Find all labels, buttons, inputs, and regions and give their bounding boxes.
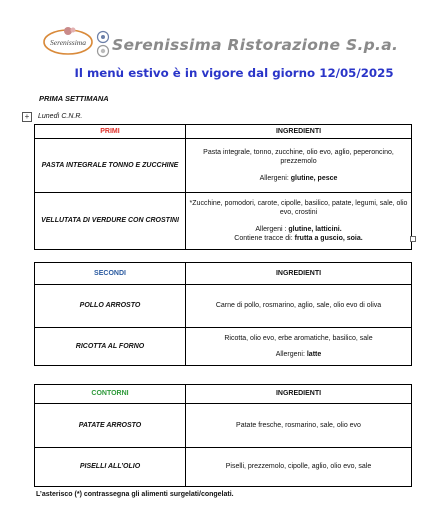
ingredients-text: Pasta integrale, tonno, zucchine, olio evo, aglio, peperoncino, prezzemolo bbox=[203, 148, 394, 166]
dish-ingredients bbox=[186, 193, 412, 250]
ingredients-text: *Zucchine, pomodori, carote, cipolle, basilico, patate, legumi, sale, olio evo, crostini bbox=[189, 199, 408, 217]
allergen-label: Allergeni: bbox=[259, 174, 289, 182]
allergen-label: Allergeni : bbox=[255, 225, 287, 233]
ingredients-header: INGREDIENTI bbox=[186, 385, 412, 404]
table-header-row bbox=[35, 263, 412, 285]
allergen-label: Allergeni: bbox=[275, 351, 305, 358]
ingredients-header: INGREDIENTI bbox=[186, 125, 412, 139]
dish-name: POLLO ARROSTO bbox=[35, 285, 186, 328]
allergens: latte bbox=[306, 351, 322, 358]
contorni-table bbox=[34, 384, 412, 487]
dish-ingredients: Carne di pollo, rosmarino, aglio, sale, olio evo di oliva bbox=[186, 285, 412, 328]
table-row bbox=[35, 404, 412, 448]
allergens: glutine, pesce bbox=[290, 174, 338, 182]
resize-handle-icon[interactable] bbox=[410, 236, 416, 242]
ingredients-text: Ricotta, olio evo, erbe aromatiche, basilico, sale bbox=[224, 334, 373, 342]
table-row bbox=[35, 285, 412, 328]
section-title-secondi: SECONDI bbox=[35, 263, 186, 285]
section-title-contorni: CONTORNI bbox=[35, 385, 186, 404]
dish-ingredients: Patate fresche, rosmarino, sale, olio evo bbox=[186, 404, 412, 448]
table-header-row bbox=[35, 125, 412, 139]
location-label: Lunedì C.N.R. bbox=[38, 113, 83, 120]
dish-name: PATATE ARROSTO bbox=[35, 404, 186, 448]
secondi-table bbox=[34, 262, 412, 366]
move-handle-icon[interactable]: + bbox=[22, 112, 32, 122]
table-header-row bbox=[35, 385, 412, 404]
certification-badges-icon bbox=[96, 30, 110, 58]
dish-name: PISELLI ALL’OLIO bbox=[35, 448, 186, 487]
frozen-food-footnote: L’asterisco (*) contrassegna gli alimenti surgelati/congelati. bbox=[36, 491, 234, 498]
dish-name: PASTA INTEGRALE TONNO E ZUCCHINE bbox=[35, 139, 186, 193]
traces: frutta a guscio, soia. bbox=[294, 234, 363, 242]
traces-label: Contiene tracce di: bbox=[234, 234, 293, 242]
logo-text: Serenissima bbox=[50, 38, 86, 47]
menu-validity-notice: Il menù estivo è in vigore dal giorno 12/05/2025 bbox=[74, 66, 394, 80]
ingredients-header: INGREDIENTI bbox=[186, 263, 412, 285]
primi-table bbox=[34, 124, 412, 250]
week-title: PRIMA SETTIMANA bbox=[39, 94, 109, 103]
serenissima-logo-icon bbox=[42, 22, 94, 62]
table-row bbox=[35, 328, 412, 366]
dish-ingredients bbox=[186, 139, 412, 193]
dish-ingredients bbox=[186, 328, 412, 366]
page-header bbox=[34, 16, 434, 86]
dish-name: RICOTTA AL FORNO bbox=[35, 328, 186, 366]
table-row bbox=[35, 139, 412, 193]
company-name: Serenissima Ristorazione S.p.a. bbox=[112, 36, 399, 54]
allergens: glutine, latticini. bbox=[288, 225, 342, 233]
dish-ingredients: Piselli, prezzemolo, cipolle, aglio, olio evo, sale bbox=[186, 448, 412, 487]
dish-name: VELLUTATA DI VERDURE CON CROSTINI bbox=[35, 193, 186, 250]
table-row bbox=[35, 193, 412, 250]
table-row bbox=[35, 448, 412, 487]
section-title-primi: PRIMI bbox=[35, 125, 186, 139]
